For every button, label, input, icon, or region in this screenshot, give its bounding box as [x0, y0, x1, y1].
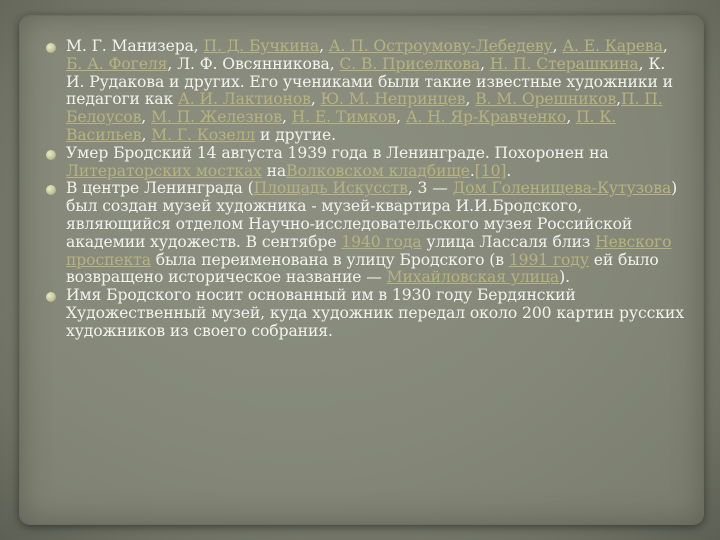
body-text: ) был создан музей художника - музей-квартира И.И.Бродского, являющийся отделом Научно-исследовательского музея Российской академии художеств. В сентябре [66, 179, 678, 251]
body-text: , Л. Ф. Овсянникова, [167, 54, 340, 73]
bullet-item [46, 145, 686, 181]
bullet-item [46, 38, 686, 145]
text-link[interactable]: А. П. Остроумову-Лебедеву [328, 37, 553, 55]
bullet-list [46, 38, 686, 341]
text-link[interactable]: В. М. Орешников [475, 90, 617, 109]
text-link[interactable]: А. И. Лактионов [178, 90, 311, 109]
body-text: , [141, 108, 151, 127]
body-text: , [141, 125, 152, 144]
body-text: Умер Бродский 14 августа 1939 года в Ленинграде. Похоронен на [66, 143, 609, 162]
text-link[interactable]: Дом Голенищева-Кутузова [452, 179, 672, 198]
body-text: , [616, 90, 621, 109]
text-link[interactable]: Б. А. Фогеля [66, 54, 168, 73]
text-link[interactable]: М. Г. Козелл [151, 125, 256, 144]
bullet-item [46, 180, 686, 287]
text-link[interactable]: А. Е. Карева [562, 37, 663, 55]
body-text: В центре Ленинграда ( [66, 179, 254, 198]
body-text: Имя Бродского носит основанный им в 1930 году Бердянский Художественный музей, куда художник передал около 200 картин русских художников из своего собрания. [66, 286, 684, 340]
body-text: , [566, 108, 577, 127]
bullet-item [46, 287, 686, 340]
text-link[interactable]: Н. П. Стерашкина [489, 54, 639, 73]
text-link[interactable]: Н. Е. Тимков [291, 108, 397, 127]
body-text: , [480, 54, 490, 73]
body-text: была переименована в улицу Бродского (в [150, 250, 509, 269]
text-link[interactable]: 1991 году [508, 250, 589, 269]
text-link[interactable]: Волковском кладбище [286, 161, 470, 180]
body-text: , [465, 90, 476, 109]
text-link[interactable]: Литераторских мостках [66, 161, 262, 180]
text-link[interactable]: Ю. М. Непринцев [320, 90, 466, 109]
body-text: . [506, 161, 512, 180]
text-link[interactable]: П. П. Белоусов [66, 90, 663, 127]
body-text: и другие. [255, 125, 336, 144]
body-text: , К. И. Рудакова и других. Его учениками были такие известные художники и педагоги как [66, 54, 673, 109]
text-link[interactable]: Площадь Искусств [253, 179, 408, 198]
text-link[interactable]: [10] [474, 161, 507, 180]
body-text: , [662, 37, 668, 55]
body-text: ). [559, 268, 570, 287]
body-text: , [281, 108, 292, 127]
body-text: , [319, 37, 329, 55]
text-link[interactable]: П. К. Васильев [66, 108, 617, 144]
bullet-icon [46, 185, 56, 195]
text-link[interactable]: М. П. Железнов [150, 108, 282, 127]
text-link[interactable]: П. Д. Бучкина [203, 37, 320, 55]
body-text: ей было возвращено историческое название — [66, 250, 659, 287]
bullet-icon [46, 292, 56, 302]
text-link[interactable]: Михайловская улица [386, 268, 560, 287]
body-text: . [469, 161, 475, 180]
text-link[interactable]: 1940 года [341, 232, 422, 251]
body-text: , [310, 90, 321, 109]
body-text: , [552, 37, 563, 55]
bullet-icon [46, 43, 56, 53]
body-text: , [396, 108, 406, 127]
body-text: М. Г. Манизера, [66, 37, 204, 55]
text-link[interactable]: С. В. Приселкова [339, 54, 481, 73]
body-text: , 3 — [407, 179, 453, 198]
text-link[interactable]: А. Н. Яр-Кравченко [405, 108, 567, 127]
body-text: улица Лассаля близ [421, 232, 596, 251]
text-link[interactable]: Невского проспекта [66, 232, 672, 269]
body-text: на [261, 161, 287, 180]
bullet-icon [46, 150, 56, 160]
